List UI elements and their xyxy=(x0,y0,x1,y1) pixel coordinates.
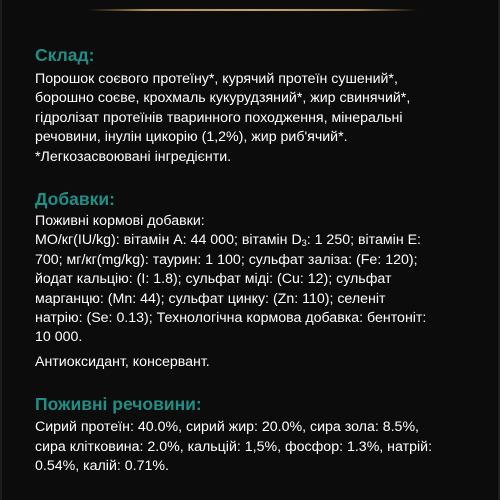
additives-section xyxy=(35,187,475,372)
label-content xyxy=(35,43,475,477)
composition-section xyxy=(35,43,475,167)
vitamins-line-start: МО/кг(IU/kg): вітамін А: 44 000; вітамін D xyxy=(35,232,302,249)
additives-heading: Добавки: xyxy=(35,189,116,210)
antioxidant-text: Антиоксидант, консервант. xyxy=(35,353,210,370)
left-edge-shadow xyxy=(0,0,2,500)
vitamin-d-subscript: 3 xyxy=(301,238,307,249)
composition-text: Порошок соєвого протеїну*, курячий протеїн сушений*, борошно соєве, крохмаль кукурудзяний*, жир свинячий*, гідролізат протеїнів тваринного походження, мінеральні речовини, інулін цикорію (1,2%), жир риб'ячий*. *Легкозасвоювані інгредієнти. xyxy=(35,71,411,165)
gold-divider-line xyxy=(88,9,418,11)
nutrients-heading: Поживні речовини: xyxy=(35,394,202,415)
composition-heading: Склад: xyxy=(35,45,95,65)
vitamins-line-end: : 1 250; вітамін Е: xyxy=(306,232,421,249)
additives-intro: Поживні кормові добавки: xyxy=(35,213,205,230)
additives-details: 700; мг/кг(mg/kg): таурин: 1 100; сульфат заліза: (Fe: 120); йодат кальцію: (I: 1.8); сульфат міді: (Cu: 12); сульфат марганцю: (Mn: 44); сульфат цинку: (Zn: 110); селеніт натрію: (Se: 0.13); Технологічна кормова добавка: бентоніт: 10 000. xyxy=(35,251,427,346)
nutrients-section xyxy=(35,392,475,476)
nutrients-text: Сирий протеїн: 40.0%, сирий жир: 20.0%, сира зола: 8.5%, сира клітковина: 2.0%, кальцій: 1,5%, фосфор: 1.3%, натрій: 0.54%, калій: 0.71%. xyxy=(35,419,433,475)
additives-text xyxy=(35,212,475,348)
